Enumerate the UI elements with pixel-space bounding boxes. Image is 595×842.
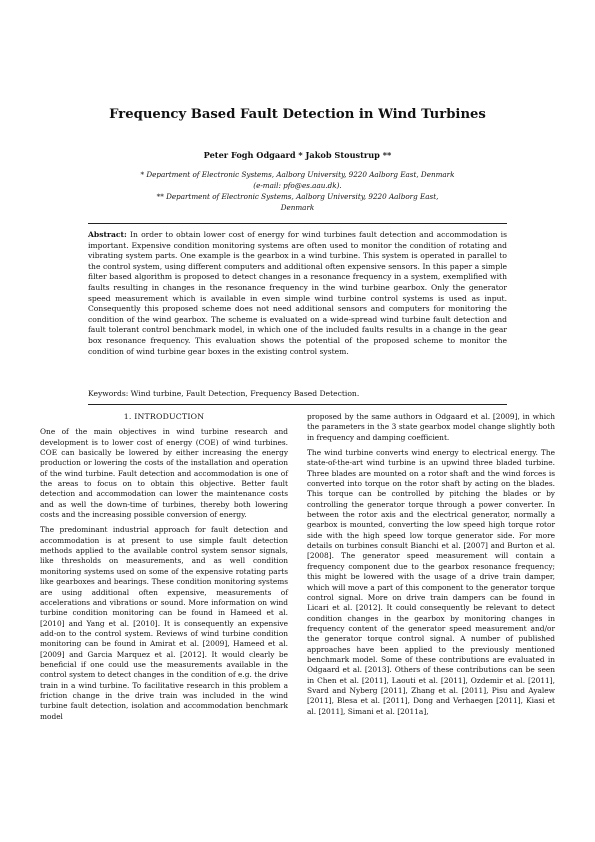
section-heading: 1. INTRODUCTION [123, 412, 205, 421]
abstract [88, 230, 507, 357]
paragraph: proposed by the same authors in Odgaard et al. [2009], in which the parameters in the 3 state gearbox model change slightly both in frequency and damping coefficient. [307, 412, 555, 442]
affiliation-2: ** Department of Electronic Systems, Aalborg University, 9220 Aalborg East, Denmark [156, 192, 439, 212]
paragraph: One of the main objectives in wind turbine research and development is to lower cost of energy (COE) of wind turbines. COE can basically be lowered by either increasing the energy production or lowering the costs of the installation and operation of the wind turbine. Fault detection and accommodation is one of the areas to focus on to obtain this objective. Better fault detection and accommodation can lower the maintenance costs and as well the down-time of turbines, thereby both lowering costs and the increasing possible conversion of energy. [40, 427, 288, 520]
abstract-bottom-rule [88, 404, 507, 405]
paragraph: The wind turbine converts wind energy to electrical energy. The state-of-the-art wind turbine is an upwind three bladed turbine. Three blades are mounted on a rotor shaft and the wind forces is converted into torque on the rotor shaft by acting on the blades. This torque can be controlled by pitching the blades or by controlling the generator torque through a power converter. In between the rotor axis and the electrical generator, normally a gearbox is mounted, converting the low speed high torque rotor side with the high speed low torque generator side. For more details on turbines consult Bianchi et al. [2007] and Burton et al. [2008]. The generator speed measurement will contain a frequency component due to the gearbox resonance frequency; this might be lowered with the usage of a drive train damper, which will move a part of this component to the generator torque control signal. More on drive train dampers can be found in Licari et al. [2012]. It could consequently be relevant to detect condition changes in the gearbox by monitoring changes in frequency content of the generator speed measurement and/or the generator torque control signal. A number of published approaches have been applied to the previously mentioned benchmark model. Some of these contributions are evaluated in Odgaard et al. [2013]. Others of these contributions can be seen in Chen et al. [2011], Laouti et al. [2011], Ozdemir et al. [2011], Svard and Nyberg [2011], Zhang et al. [2011], Pisu and Ayalew [2011], Blesa et al. [2011], Dong and Verhaegen [2011], Kiasi et al. [2011], Simani et al. [2011a], [307, 448, 555, 716]
author-list: Peter Fogh Odgaard * Jakob Stoustrup ** [203, 150, 392, 160]
right-column [307, 412, 555, 722]
abstract-top-rule [88, 223, 507, 224]
abstract-text: In order to obtain lower cost of energy for wind turbines fault detection and accommodation is important. Expensive condition monitoring systems are often used to monitor the condition of rotating and vibrating system parts. One example is the gearbox in a wind turbine. This system is operated in parallel to the control system, using different computers and additional often expensive sensors. In this paper a simple filter based algorithm is proposed to detect changes in a resonance frequency in a system, exemplified with faults resulting in changes in the resonance frequency in the wind turbine gearbox. Only the generator speed measurement which is available in even simple wind turbine control systems is used as input. Consequently this proposed scheme does not need additional sensors and computers for monitoring the condition of the wind gearbox. The scheme is evaluated on a wide-spread wind turbine fault detection and fault tolerant control benchmark model, in which one of the included faults results in a change in the gear box resonance frequency. This evaluation shows the potential of the proposed scheme to monitor the condition of wind turbine gear boxes in the existing control system. [88, 230, 507, 356]
paragraph: The predominant industrial approach for fault detection and accommodation is at present to use simple fault detection methods applied to the available control system sensor signals, like thresholds on measurements, and as well condition monitoring systems used on some of the expensive rotating parts like gearboxes and bearings. These condition monitoring systems are using additional often expensive, measurements of accelerations and vibrations or sound. More information on wind turbine condition monitoring can be found in Hameed et al. [2010] and Yang et al. [2010]. It is consequently an expensive add-on to the control system. Reviews of wind turbine condition monitoring can be found in Amirat et al. [2009], Hameed et al. [2009] and Garcia Marquez et al. [2012]. It would clearly be beneficial if one could use the measurements available in the control system to detect changes in the condition of e.g. the drive train in a wind turbine. To facilitative research in this problem a friction change in the drive train was included in the wind turbine fault detection, isolation and accommodation benchmark model [40, 525, 288, 721]
abstract-label: Abstract: [88, 230, 127, 239]
paper-title: Frequency Based Fault Detection in Wind Turbines [109, 107, 486, 122]
affiliation-1: * Department of Electronic Systems, Aalborg University, 9220 Aalborg East, Denmark (e-mail: pfo@es.aau.dk). [140, 170, 455, 190]
left-column [40, 412, 288, 727]
keywords: Keywords: Wind turbine, Fault Detection, Frequency Based Detection. [88, 389, 360, 398]
